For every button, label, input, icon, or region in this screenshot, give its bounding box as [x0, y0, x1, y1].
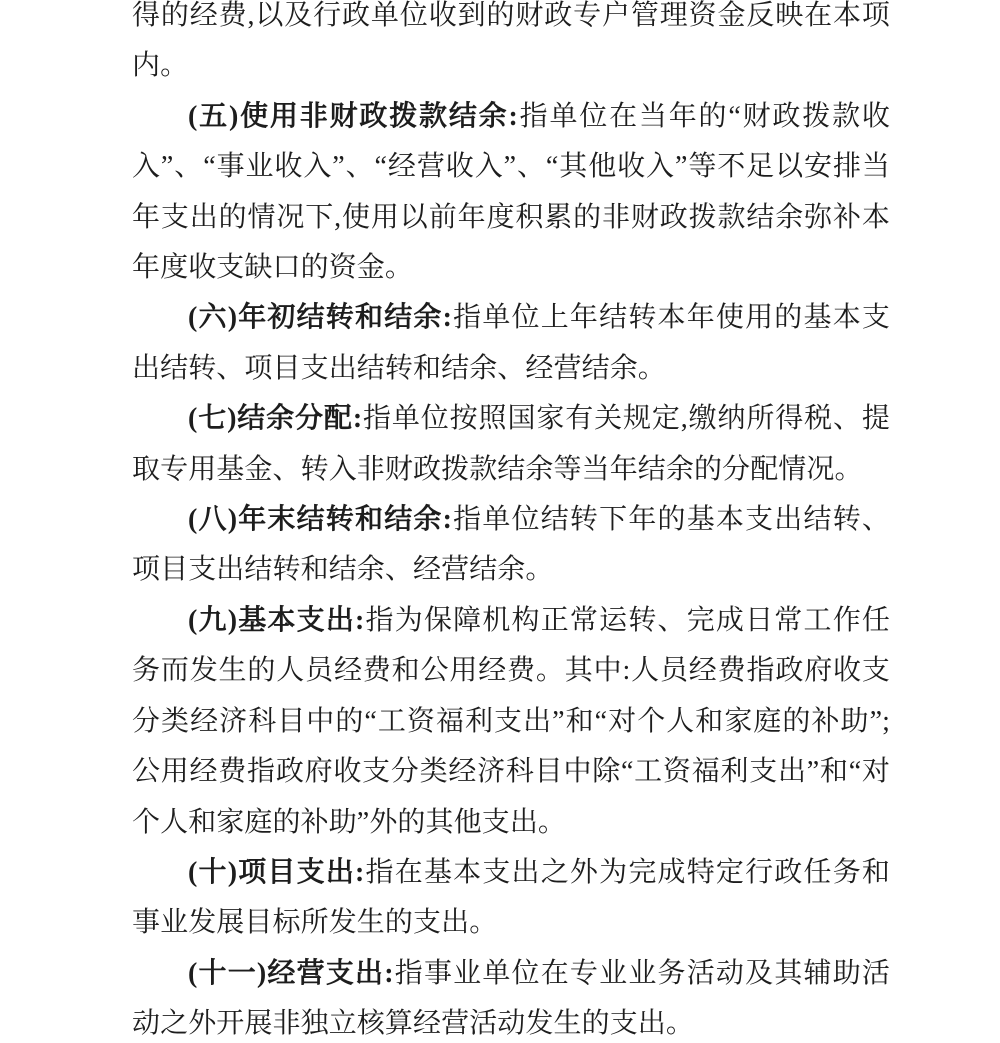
paragraph — [132, 596, 890, 848]
paragraph-label: (五)使用非财政拨款结余: — [188, 100, 518, 132]
paragraph-text: 指单位按照国家有关规定,缴纳所得税、提取专用基金、转入非财政拨款结余等当年结余的分配情况。 — [132, 403, 890, 485]
paragraph-text: 指单位在当年的“财政拨款收入”、“事业收入”、“经营收入”、“其他收入”等不足以安排当年支出的情况下,使用以前年度积累的非财政拨款结余弥补本年度收支缺口的资金。 — [132, 100, 890, 284]
paragraph-label: (十一)经营支出: — [188, 957, 394, 989]
paragraph-text: 得的经费,以及行政单位收到的财政专户管理资金反映在本项内。 — [132, 0, 890, 82]
paragraph-text: 指事业单位在专业业务活动及其辅助活动之外开展非独立核算经营活动发生的支出。 — [132, 957, 891, 1040]
paragraph-label: (八)年末结转和结余: — [188, 504, 453, 536]
paragraph — [132, 848, 890, 949]
paragraph — [132, 0, 890, 92]
paragraph-label: (七)结余分配: — [188, 403, 363, 435]
paragraph-text: 指在基本支出之外为完成特定行政任务和事业发展目标所发生的支出。 — [132, 856, 890, 939]
paragraph-text: 指为保障机构正常运转、完成日常工作任务而发生的人员经费和公用经费。其中:人员经费指政府收支分类经济科目中的“工资福利支出”和“对个人和家庭的补助”;公用经费指政府收支分类经济科目中除“工资福利支出”和“对个人和家庭的补助”外的其他支出。 — [132, 604, 890, 838]
paragraph — [132, 293, 890, 394]
paragraph — [132, 92, 890, 294]
paragraph-label: (十)项目支出: — [188, 856, 365, 888]
paragraph-label: (九)基本支出: — [188, 604, 365, 636]
paragraph — [132, 394, 890, 495]
paragraph-text: 指单位结转下年的基本支出结转、项目支出结转和结余、经营结余。 — [132, 504, 890, 586]
paragraph — [132, 949, 890, 1043]
paragraph-label: (六)年初结转和结余: — [188, 302, 453, 334]
paragraph — [132, 495, 890, 596]
paragraph-text: 指单位上年结转本年使用的基本支出结转、项目支出结转和结余、经营结余。 — [132, 302, 890, 384]
